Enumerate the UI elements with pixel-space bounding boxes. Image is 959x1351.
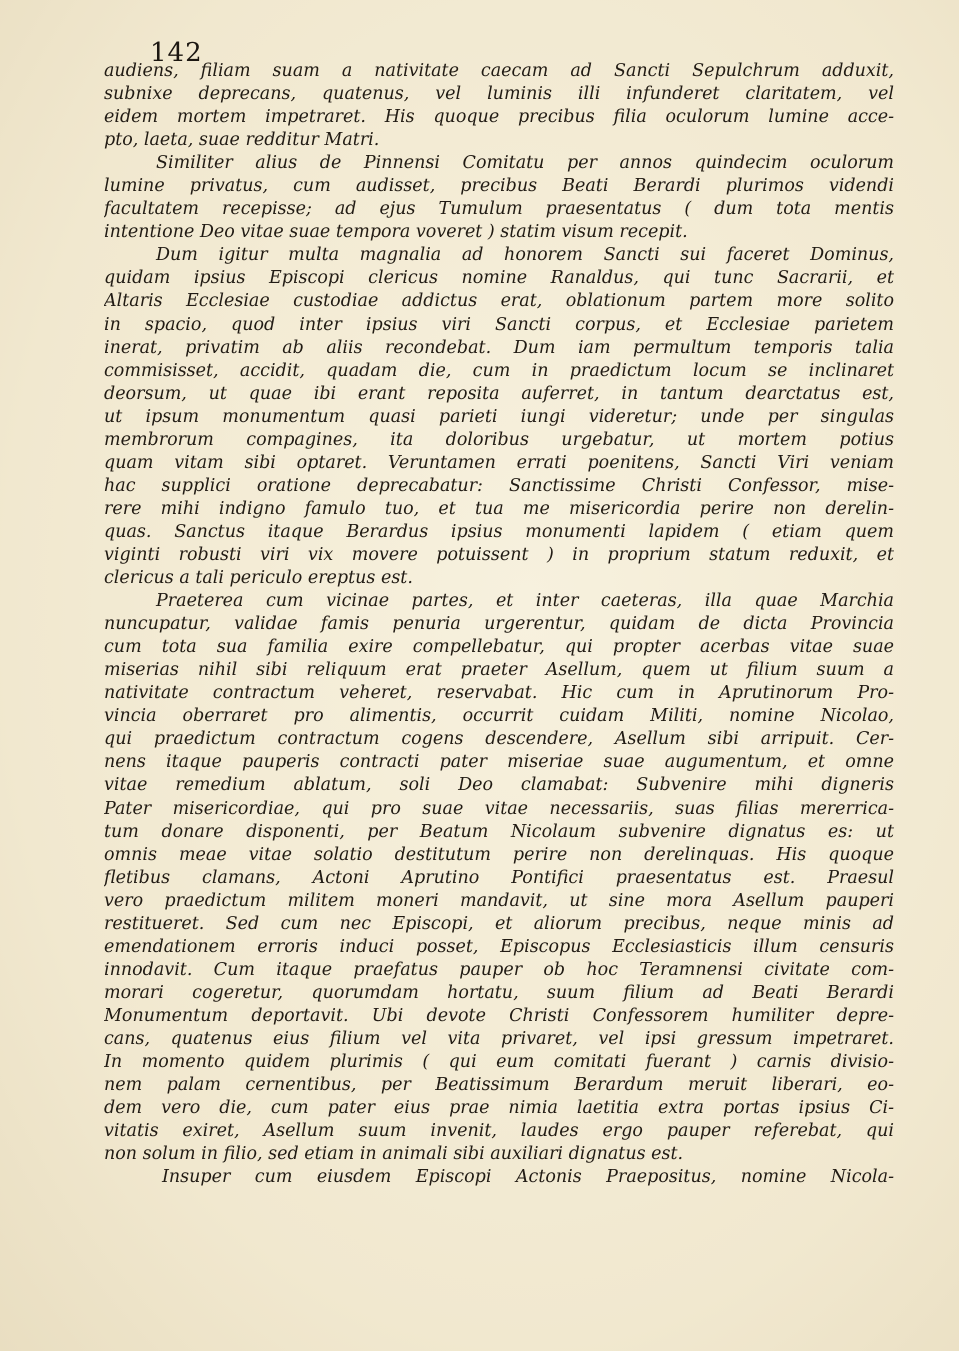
text-line: innodavit. Cum itaque praefatus pauper ob hoc Teramnensi civitate com-: [104, 959, 894, 980]
text-line: Altaris Ecclesiae custodiae addictus erat, oblationum partem more solito: [104, 291, 894, 312]
text-line: vitatis exiret, Asellum suum invenit, laudes ergo pauper referebat, qui: [104, 1121, 894, 1142]
text-line: quidam ipsius Episcopi clericus nomine Ranaldus, qui tunc Sacrarii, et: [104, 268, 894, 289]
text-line: ut ipsum monumentum quasi parieti iungi videretur; unde per singulas: [104, 406, 894, 427]
text-line: nuncupatur, validae famis penuria urgerentur, quidam de dicta Provincia: [104, 614, 894, 635]
text-line: non solum in filio, sed etiam in animali sibi auxiliari dignatus est.: [104, 1144, 684, 1165]
text-line: pto, laeta, suae redditur Matri.: [104, 130, 380, 151]
text-line: emendationem erroris induci posset, Episcopus Ecclesiasticis illum censuris: [104, 936, 894, 957]
text-line: nens itaque pauperis contracti pater miseriae suae augumentum, et omne: [104, 752, 894, 773]
text-line: Pater misericordiae, qui pro suae vitae necessariis, suas filias mererrica-: [104, 798, 894, 819]
text-line: subnixe deprecans, quatenus, vel luminis illi infunderet claritatem, vel: [104, 84, 894, 105]
text-line: nem palam cernentibus, per Beatissimum Berardum meruit liberari, eo-: [104, 1075, 894, 1096]
text-line: quas. Sanctus itaque Berardus ipsius monumenti lapidem ( etiam quem: [104, 521, 894, 542]
text-line: tum donare disponenti, per Beatum Nicolaum subvenire dignatus es: ut: [104, 821, 894, 842]
text-line: deorsum, ut quae ibi erant reposita auferret, in tantum dearctatus est,: [104, 383, 894, 404]
text-line: facultatem recepisse; ad ejus Tumulum praesentatus ( dum tota mentis: [104, 199, 894, 220]
text-line: in spacio, quod inter ipsius viri Sancti corpus, et Ecclesiae parietem: [104, 314, 894, 335]
text-line: fletibus clamans, Actoni Aprutino Pontifici praesentatus est. Praesul: [104, 867, 894, 888]
text-line: hac supplici oratione deprecabatur: Sanctissime Christi Confessor, mise-: [104, 475, 894, 496]
text-line: cum tota sua familia exire compellebatur, qui propter acerbas vitae suae: [104, 637, 894, 658]
text-line: rere mihi indigno famulo tuo, et tua me misericordia perire non derelin-: [104, 498, 894, 519]
text-line: dem vero die, cum pater eius prae nimia laetitia extra portas ipsius Ci-: [104, 1098, 894, 1119]
text-line: commisisset, accidit, quadam die, cum in praedictum locum se inclinaret: [104, 360, 894, 381]
text-line: eidem mortem impetraret. His quoque precibus filia oculorum lumine acce-: [104, 107, 894, 128]
text-line: inerat, privatim ab aliis recondebat. Dum iam permultum temporis talia: [104, 337, 894, 358]
text-line: vincia oberraret pro alimentis, occurrit cuidam Militi, nomine Nicolao,: [104, 706, 894, 727]
text-line: morari cogeretur, quorumdam hortatu, suum filium ad Beati Berardi: [104, 982, 894, 1003]
text-line: Similiter alius de Pinnensi Comitatu per annos quindecim oculorum: [156, 153, 894, 174]
text-line: In momento quidem plurimis ( qui eum comitati fuerant ) carnis divisio-: [104, 1052, 894, 1073]
text-line: nativitate contractum veheret, reservabat. Hic cum in Aprutinorum Pro-: [104, 683, 894, 704]
text-line: restitueret. Sed cum nec Episcopi, et aliorum precibus, neque minis ad: [104, 913, 894, 934]
text-line: clericus a tali periculo ereptus est.: [104, 568, 413, 589]
text-line: viginti robusti viri vix movere potuissent ) in proprium statum reduxit, et: [104, 544, 894, 565]
text-line: audiens, filiam suam a nativitate caecam ad Sancti Sepulchrum adduxit,: [104, 61, 894, 81]
text-line: intentione Deo vitae suae tempora voveret ) statim visum recepit.: [104, 222, 688, 243]
text-line: Dum igitur multa magnalia ad honorem Sancti sui faceret Dominus,: [156, 245, 894, 266]
text-line: membrorum compagines, ita doloribus urgebatur, ut mortem potius: [104, 429, 894, 450]
text-line: vero praedictum militem moneri mandavit, ut sine mora Asellum pauperi: [104, 890, 894, 911]
page-number: 142: [150, 38, 203, 68]
body-text: [104, 60, 894, 1189]
text-line: miserias nihil sibi reliquum erat praeter Asellum, quem ut filium suum a: [104, 660, 894, 681]
text-line: lumine privatus, cum audisset, precibus Beati Berardi plurimos videndi: [104, 176, 894, 197]
text-line: Praeterea cum vicinae partes, et inter caeteras, illa quae Marchia: [156, 591, 894, 612]
text-line: qui praedictum contractum cogens descendere, Asellum sibi arripuit. Cer-: [104, 729, 894, 750]
text-line: cans, quatenus eius filium vel vita privaret, vel ipsi gressum impetraret.: [104, 1028, 894, 1049]
text-line: vitae remedium ablatum, soli Deo clamabat: Subvenire mihi digneris: [104, 775, 894, 796]
text-line: quam vitam sibi optaret. Veruntamen errati poenitens, Sancti Viri veniam: [104, 452, 894, 473]
text-line: omnis meae vitae solatio destitutum perire non derelinquas. His quoque: [104, 844, 894, 865]
text-line: Insuper cum eiusdem Episcopi Actonis Praepositus, nomine Nicola-: [162, 1167, 894, 1188]
text-line: Monumentum deportavit. Ubi devote Christi Confessorem humiliter depre-: [104, 1005, 894, 1026]
